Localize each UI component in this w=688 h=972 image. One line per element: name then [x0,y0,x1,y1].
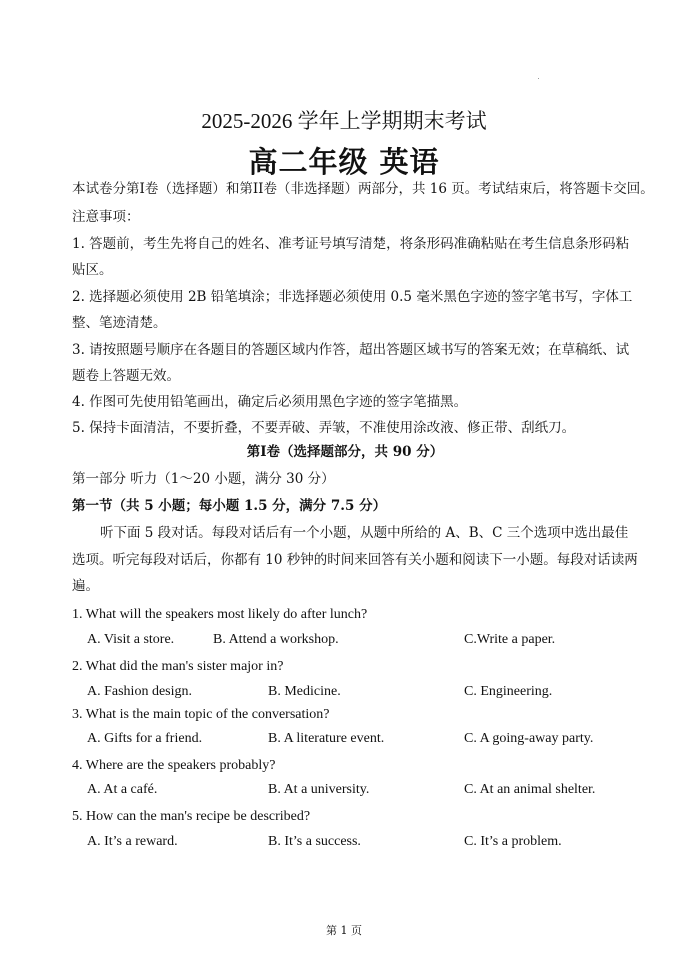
q1-option-b: B. Attend a workshop. [213,632,339,647]
notes-heading: 注意事项： [72,209,140,225]
question-5: 5. How can the man's recipe be described? [72,809,311,824]
note-3: 3. 请按照题号顺序在各题目的答题区域内作答，超出答题区域书写的答案无效；在草稿纸、试 [72,342,630,358]
q1-option-c: C.Write a paper. [464,632,556,647]
question-1: 1. What will the speakers most likely do after lunch? [72,607,368,622]
q2-option-b: B. Medicine. [268,684,341,699]
q2-option-c: C. Engineering. [464,684,553,699]
section-heading: 第一节（共 5 小题；每小题 1.5 分，满分 7.5 分） [72,498,387,514]
q5-option-a: A. It’s a reward. [87,834,178,849]
directions: 听下面 5 段对话。每段对话后有一个小题，从题中所给的 A、B、C 三个选项中选出最佳 [100,525,629,541]
exam-subtitle: 高二年级 英语 [248,145,440,179]
question-3: 3. What is the main topic of the conversation? [72,707,330,722]
q3-option-b: B. A literature event. [268,731,385,746]
volume-heading: 第I卷（选择题部分，共 90 分） [246,444,444,460]
q3-option-a: A. Gifts for a friend. [87,731,203,746]
exam-title: 2025-2026 学年上学期期末考试 [201,109,487,133]
q1-option-a: A. Visit a store. [87,632,175,647]
page-number: 第 1 页 [326,924,362,937]
question-2: 2. What did the man's sister major in? [72,659,284,674]
speck [538,78,539,79]
q4-option-c: C. At an animal shelter. [464,782,596,797]
note-3-cont: 题卷上答题无效。 [72,368,180,384]
note-2: 2. 选择题必须使用 2B 铅笔填涂；非选择题必须使用 0.5 毫米黑色字迹的签字笔书写，字体工 [72,289,633,305]
directions-cont: 选项。听完每段对话后，你都有 10 秒钟的时间来回答有关小题和阅读下一小题。每段对话读两 [72,552,638,568]
intro-text: 本试卷分第I卷（选择题）和第II卷（非选择题）两部分，共 16 页。考试结束后，将答题卡交回。 [72,181,654,197]
note-1-cont: 贴区。 [72,262,113,278]
note-1: 1. 答题前，考生先将自己的姓名、准考证号填写清楚，将条形码准确粘贴在考生信息条形码粘 [72,236,630,252]
q2-option-a: A. Fashion design. [87,684,192,699]
q4-option-b: B. At a university. [268,782,370,797]
question-4: 4. Where are the speakers probably? [72,758,276,773]
q5-option-b: B. It’s a success. [268,834,361,849]
q4-option-a: A. At a café. [87,782,158,797]
part-heading: 第一部分 听力（1～20 小题，满分 30 分） [72,471,335,487]
note-5: 5. 保持卡面清洁，不要折叠，不要弄破、弄皱，不准使用涂改液、修正带、刮纸刀。 [72,420,576,436]
directions-end: 遍。 [72,578,99,594]
note-2-cont: 整、笔迹清楚。 [72,315,167,331]
q5-option-c: C. It’s a problem. [464,834,562,849]
q3-option-c: C. A going-away party. [464,731,594,746]
note-4: 4. 作图可先使用铅笔画出，确定后必须用黑色字迹的签字笔描黑。 [72,394,468,410]
